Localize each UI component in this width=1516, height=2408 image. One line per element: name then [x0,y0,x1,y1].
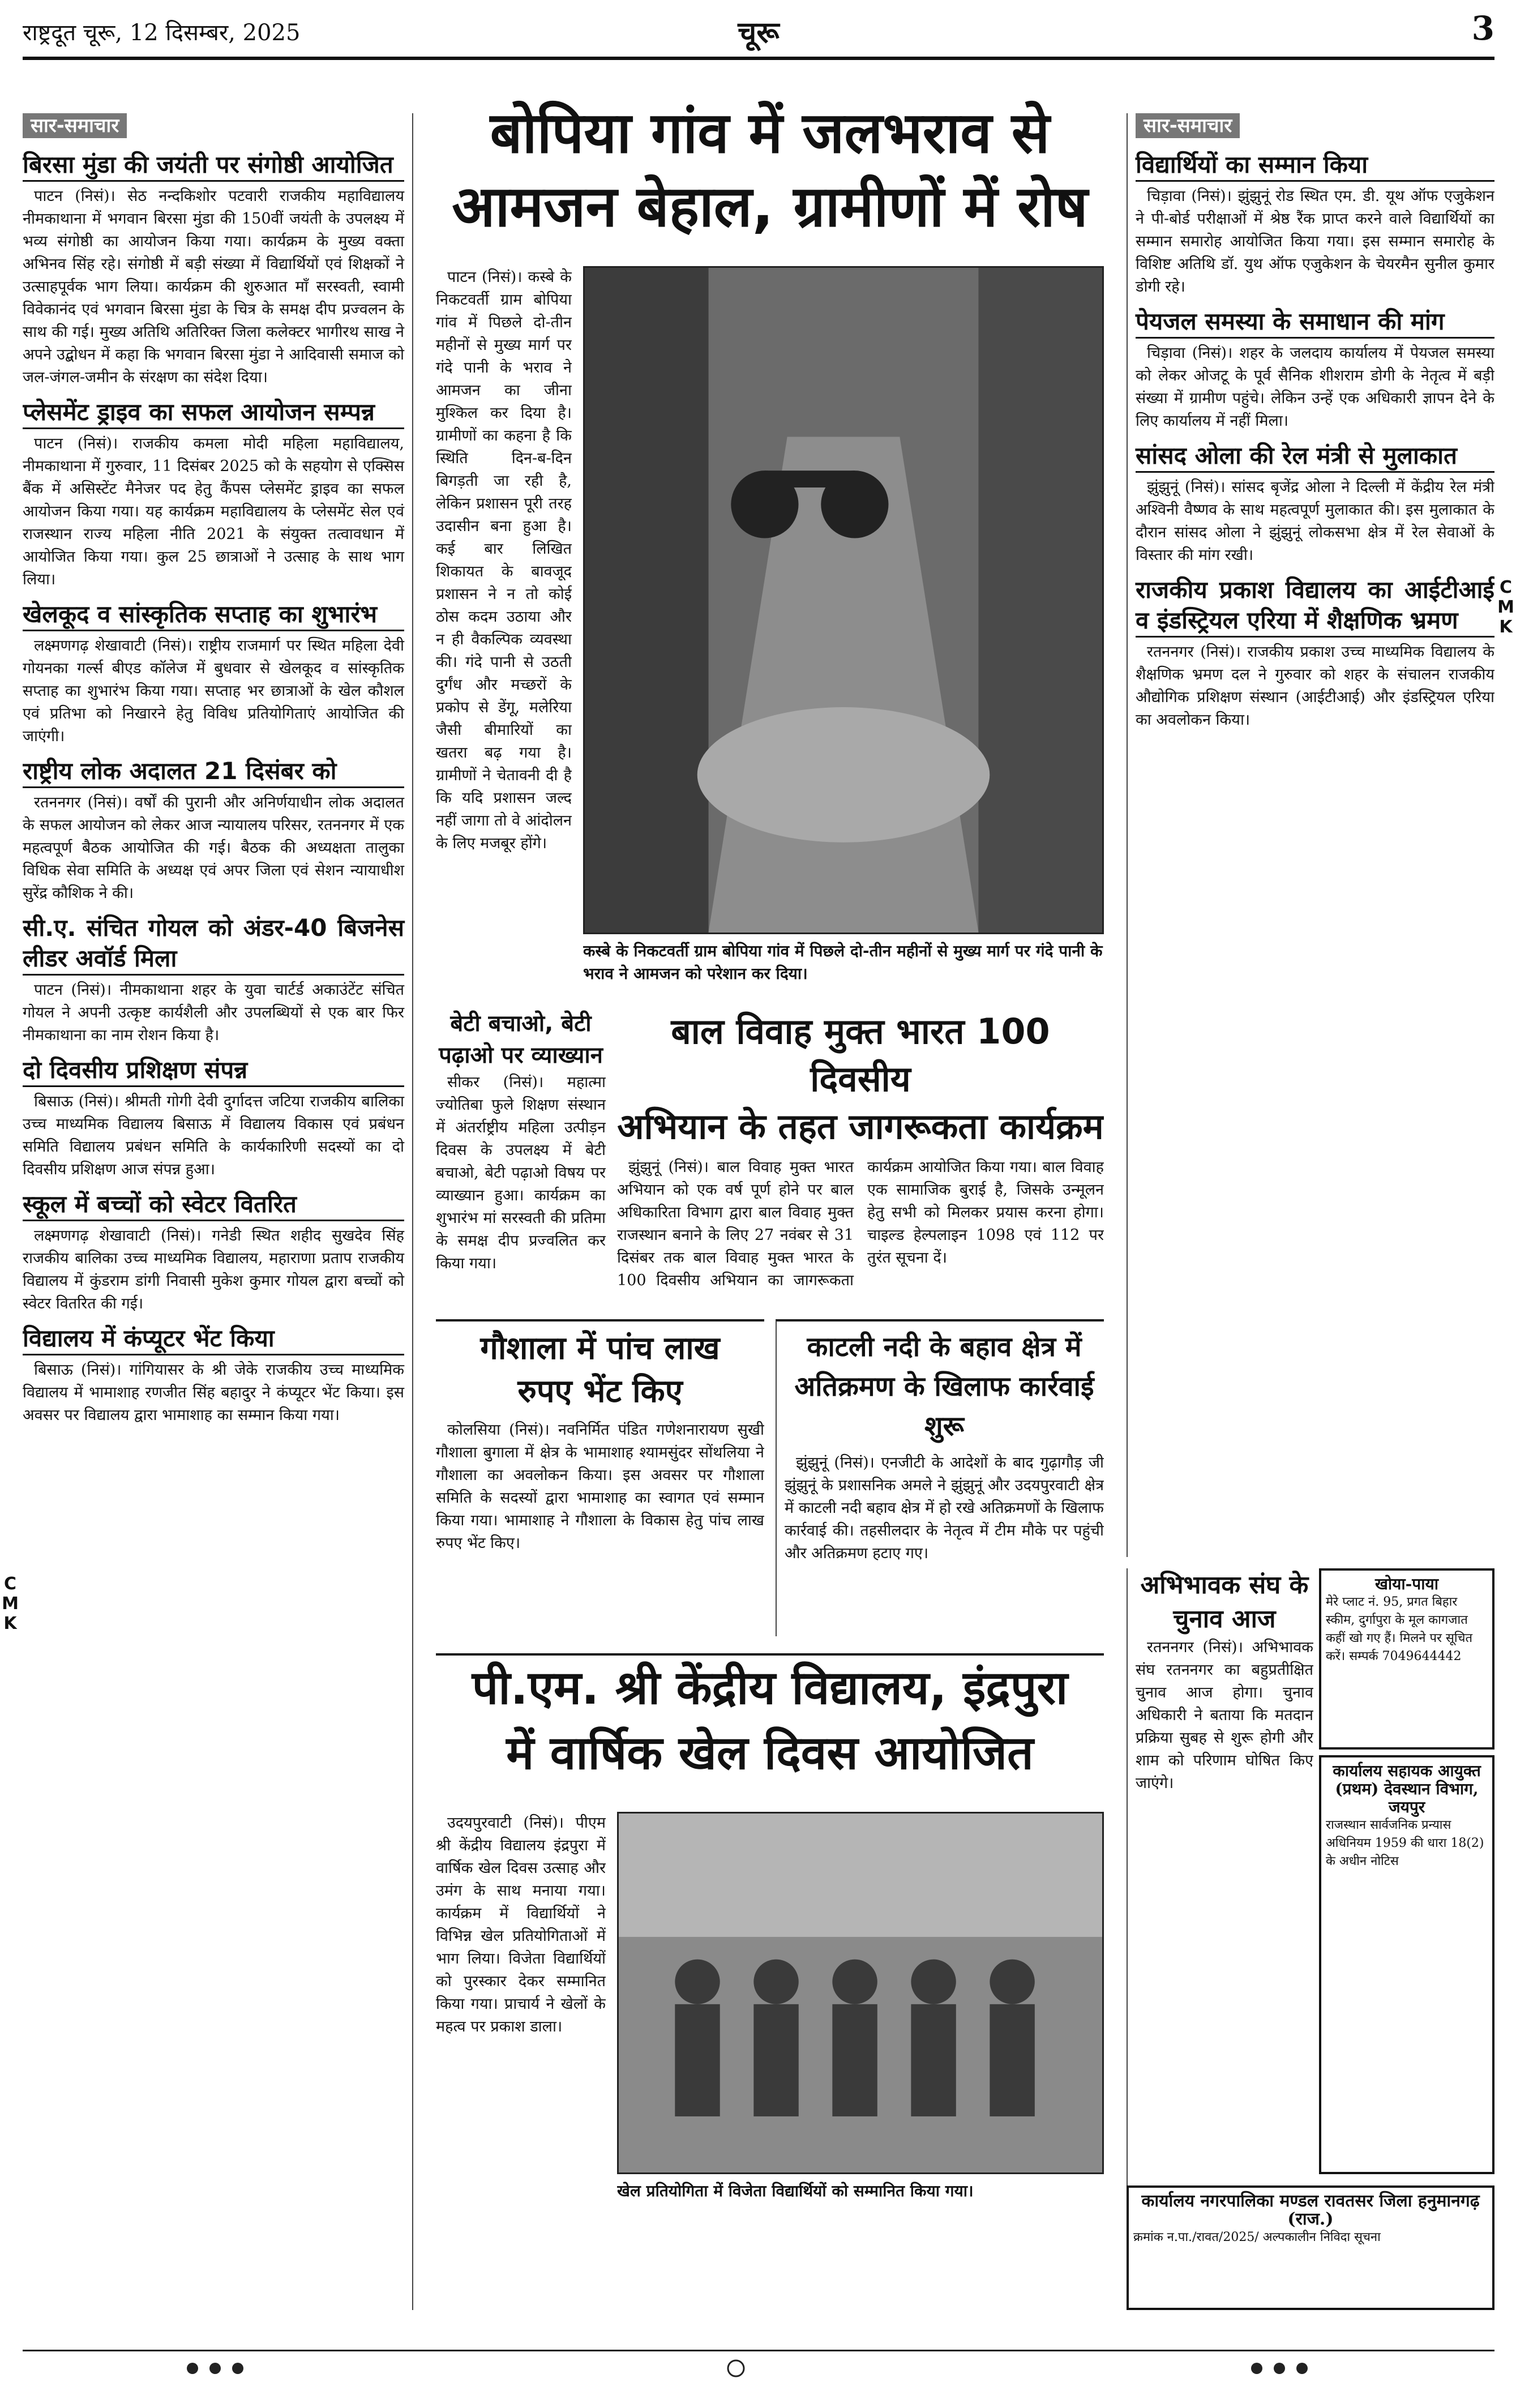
kv-body [436,1812,606,2310]
lead-headline-line2: आमजन बेहाल, ग्रामीणों में रोष [452,173,1088,239]
lost-found-body: मेरे प्लाट नं. 95, प्रगत बिहार स्कीम, दुर्गापुरा के मूल कागजात कहीं खो गए हैं। मिलने पर सूचित करें। सम्पर्क 7049644442 [1326,1595,1473,1663]
page-folio [23,6,1494,60]
story-title: पेयजल समस्या के समाधान की मांग [1136,306,1494,339]
kv-photo [617,1812,1104,2174]
right-news-column [1127,113,1494,1557]
story-title: सांसद ओला की रेल मंत्री से मुलाकात [1136,440,1494,473]
story-title: सी.ए. संचित गोयल को अंडर-40 बिजनेस लीडर अवॉर्ड मिला [23,913,404,976]
story-body: रतननगर (निसं)। राजकीय प्रकाश उच्च माध्यमिक विद्यालय के शैक्षणिक भ्रमण दल ने गुरुवार को शहर के संचालन राजकीय औद्योगिक प्रशिक्षण संस्थान (आईटीआई) और इंडस्ट्रियल एरिया का अवलोकन किया। [1136,643,1494,729]
story-title: दो दिवसीय प्रशिक्षण संपन्न [23,1055,404,1087]
beti-story [436,1008,606,1291]
lead-headline [436,96,1104,255]
beti-headline: बेटी बचाओ, बेटी पढ़ाओ पर व्याख्यान [439,1011,603,1068]
katli-headline-line1: काटली नदी के बहाव क्षेत्र में [807,1331,1082,1363]
story-body: झुंझुनूं (निसं)। सांसद बृजेंद्र ओला ने दिल्ली में केंद्रीय रेल मंत्री अश्विनी वैष्णव के साथ महत्वपूर्ण मुलाकात की। इस मुलाकात के दौरान सांसद ओला ने झुंझुनूं लोकसभा क्षेत्र में रेल सेवाओं के विस्तार की मांग रखी। [1136,478,1494,564]
baal-vivah-body-text: झुंझुनूं (निसं)। बाल विवाह मुक्त भारत अभियान को एक वर्ष पूर्ण होने पर बाल अधिकारिता विभाग द्वारा बाल विवाह मुक्त राजस्थान बनाने के लिए 27 नवंबर से 31 दिसंबर तक बाल विवाह मुक्त भारत के 100 दिवसीय अभियान का जागरूकता कार्यक्रम आयोजित किया गया। बाल विवाह एक सामाजिक बुराई है, जिसके उन्मूलन हेतु सभी को मिलकर प्रयास करना होगा। चाइल्ड हेल्पलाइन 1098 एवं 112 पर तुरंत सूचना दें। [617,1158,1104,1289]
page-number: 3 [1471,9,1494,48]
baal-vivah-story [617,1008,1104,1325]
story-body: चिड़ावा (निसं)। झुंझुनूं रोड स्थित एम. डी. यूथ ऑफ एजुकेशन ने पी-बोर्ड परीक्षाओं में श्रेष्ठ रैंक प्राप्त करने वाले विद्यार्थियों का सम्मान समारोह आयोजित किया गया। इस सम्मान समारोह के विशिष्ट अतिथि डॉ. युथ ऑफ एजुकेशन के चेयरमैन सुनील कुमार डोगी रहे। [1136,187,1494,296]
lost-found-ad [1319,1568,1494,1750]
story-body: रतननगर (निसं)। वर्षों की पुरानी और अनिर्णयाधीन लोक अदालत के सफल आयोजन को लेकर आज न्यायालय परिसर, रतननगर में एक महत्वपूर्ण बैठक आयोजित की गई। बैठक की अध्यक्षता तालुका विधिक सेवा समिति के अध्यक्ष एवं अपर जिला एवं सेशन न्यायाधीश सुरेंद्र कौशिक ने की। [23,794,404,902]
story-title: प्लेसमेंट ड्राइव का सफल आयोजन सम्पन्न [23,397,404,429]
story-body: पाटन (निसं)। सेठ नन्दकिशोर पटवारी राजकीय महाविद्यालय नीमकाथाना में भगवान बिरसा मुंडा की 150वीं जयंती के उपलक्ष्य में भव्य संगोष्ठी का आयोजन किया गया। कार्यक्रम के मुख्य वक्ता अभिनव सिंह रहे। संगोष्ठी में बड़ी संख्या में विद्यार्थियों एवं शिक्षकों ने उत्साहपूर्वक भाग लिया। कार्यक्रम की शुरुआत माँ सरस्वती, स्वामी विवेकानंद एवं भगवान बिरसा मुंडा के चित्र के समक्ष दीप प्रज्वलन के साथ की गई। मुख्य अतिथि अतिरिक्त जिला कलेक्टर भागीरथ साख ने अपने उद्बोधन में कहा कि भगवान बिरसा मुंडा ने आदिवासी समाज को जल-जंगल-जमीन के संरक्षण का संदेश दिया। [23,187,404,386]
mark-k: K [3,1614,17,1633]
section-tag: सार-समाचार [1136,113,1240,138]
lost-found-title: खोया-पाया [1375,1575,1438,1593]
kv-body-text: उदयपुरवाटी (निसं)। पीएम श्री केंद्रीय विद्यालय इंद्रपुरा में वार्षिक खेल दिवस उत्साह और उमंग के साथ मनाया गया। कार्यक्रम में विद्यार्थियों ने विभिन्न खेल प्रतियोगिताओं में भाग लिया। विजेता विद्यार्थियों को पुरस्कार देकर सम्मानित किया गया। प्राचार्य ने खेलों के महत्व पर प्रकाश डाला। [436,1814,606,2035]
baal-vivah-body [617,1156,1104,1292]
story-title: राजकीय प्रकाश विद्यालय का आईटीआई व इंडस्ट्रियल एरिया में शैक्षणिक भ्रमण [1136,575,1494,638]
mark-c: C [1499,578,1513,597]
gaushala-story [436,1319,764,1636]
lead-photo [583,266,1104,934]
kv-headline-line2: में वार्षिक खेल दिवस आयोजित [506,1726,1034,1780]
mark-k: K [1499,617,1513,637]
devasthan-title: कार्यालय सहायक आयुक्त (प्रथम) देवस्थान विभाग, जयपुर [1333,1761,1481,1816]
gaushala-headline-line1: गौशाला में पांच लाख [480,1330,720,1367]
katli-headline [785,1327,1104,1446]
municipal-title: कार्यालय नगरपालिका मण्डल रावतसर जिला हनुमानगढ़ (राज.) [1141,2191,1480,2229]
story-body: चिड़ावा (निसं)। शहर के जलदाय कार्यालय में पेयजल समस्या को लेकर ओजटू के पूर्व सैनिक शीशराम डोगी के नेतृत्व में बड़ी संख्या में ग्रामीण पहुंचे। लेकिन उन्हें एक अधिकारी ज्ञापन देने के लिए कार्यालय में नहीं मिला। [1136,344,1494,430]
story-body: बिसाऊ (निसं)। गांगियासर के श्री जेके राजकीय उच्च माध्यमिक विद्यालय में भामाशाह रणजीत सिंह बहादुर ने कंप्यूटर भेंट किया। इस अवसर पर विद्यालय द्वारा भामाशाह का सम्मान किया गया। [23,1361,404,1424]
union-headline: अभिभावक संघ के चुनाव आज [1140,1571,1309,1633]
municipal-body: क्रमांक न.पा./रावत/2025/ अल्पकालीन निविदा सूचना [1133,2230,1381,2244]
gaushala-headline-line2: रुपए भेंट किए [517,1373,683,1410]
register-dots-icon [23,2351,1494,2384]
baal-vivah-headline [617,1008,1104,1150]
bottom-register-strip [23,2350,1494,2384]
baal-vivah-headline-line2: अभियान के तहत जागरूकता कार्यक्रम [617,1106,1104,1147]
story-body: बिसाऊ (निसं)। श्रीमती गोगी देवी दुर्गादत्त जटिया राजकीय बालिका उच्च माध्यमिक विद्यालय बिसाऊ में विद्यालय विकास एवं प्रबंधन समिति विद्यालय प्रबंधन समिति के कार्यकारिणी सदस्यों का दो दिवसीय प्रशिक्षण आज संपन्न हुआ। [23,1093,404,1178]
mark-m: M [1497,597,1514,617]
story-title: बिरसा मुंडा की जयंती पर संगोष्ठी आयोजित [23,149,404,182]
beti-body: सीकर (निसं)। महात्मा ज्योतिबा फुले शिक्षण संस्थान में अंतर्राष्ट्रीय महिला उत्पीड़न दिवस के उपलक्ष्य में बेटी बचाओ, बेटी पढ़ाओ विषय पर व्याख्यान हुआ। कार्यक्रम का शुभारंभ मां सरस्वती की प्रतिमा के समक्ष दीप प्रज्वलित कर किया गया। [436,1073,606,1272]
lead-story-body [436,266,572,968]
waterlogged-street-image [585,268,1102,933]
story-body: पाटन (निसं)। राजकीय कमला मोदी महिला महाविद्यालय, नीमकाथाना में गुरुवार, 11 दिसंबर 2025 को के सहयोग से एक्सिस बैंक में असिस्टेंट मैनेजर पद हेतु कैंपस प्लेसमेंट ड्राइव का सफल आयोजन किया गया। यह कार्यक्रम महाविद्यालय के प्लेसमेंट सेल एवं राजस्थान राज्य महिला नीति 2021 के संयुक्त तत्वावधान में आयोजित किया गया। कुल 25 छात्राओं ने उत्साह के साथ भाग लिया। [23,435,404,588]
lead-body-text: पाटन (निसं)। कस्बे के निकटवर्ती ग्राम बोपिया गांव में पिछले दो-तीन महीनों से मुख्य मार्ग पर गंदे पानी के भराव ने आमजन का जीना मुश्किल कर दिया है। ग्रामीणों का कहना है कि स्थिति दिन-ब-दिन बिगड़ती जा रही है, लेकिन प्रशासन पूरी तरह उदासीन बना हुआ है। कई बार लिखित शिकायत के बावजूद प्रशासन ने न तो कोई ठोस कदम उठाया और न ही वैकल्पिक व्यवस्था की। गंदे पानी से उठती दुर्गंध और मच्छरों के प्रकोप से डेंगू, मलेरिया जैसी बीमारियों का खतरा बढ़ गया है। ग्रामीणों ने चेतावनी दी है कि यदि प्रशासन जल्द नहीं जागा तो वे आंदोलन के लिए मजबूर होंगे। [436,268,572,852]
devasthan-body: राजस्थान सार्वजनिक प्रन्यास अधिनियम 1959 की धारा 18(2) के अधीन नोटिस [1326,1818,1484,1868]
left-news-column [23,113,413,2310]
kv-headline-line1: पी.एम. श्री केंद्रीय विद्यालय, इंद्रपुरा [472,1661,1068,1715]
lead-headline-line1: बोपिया गांव में जलभराव से [490,100,1050,166]
story-body: लक्ष्मणगढ़ शेखावाटी (निसं)। राष्ट्रीय राजमार्ग पर स्थित महिला देवी गोयनका गर्ल्स बीएड कॉलेज में बुधवार से खेलकूद व सांस्कृतिक सप्ताह का शुभारंभ किया गया। सप्ताह भर छात्राओं के खेल कौशल एवं प्रतिभा को निखारने हेतु विविध प्रतियोगिताएं आयोजित की जाएंगी। [23,637,404,745]
story-title: स्कूल में बच्चों को स्वेटर वितरित [23,1189,404,1221]
kv-photo-caption: खेल प्रतियोगिता में विजेता विद्यार्थियों को सम्मानित किया गया। [617,2182,974,2200]
kv-headline [436,1653,1104,1795]
story-body: पाटन (निसं)। नीमकाथाना शहर के युवा चार्टर्ड अकाउंटेंट संचित गोयल ने अपनी उत्कृष्ट कार्यशैली और उपलब्धियों से एक बार फिर नीमकाथाना का नाम रोशन किया है। [23,981,404,1044]
gaushala-body-text: कोलसिया (निसं)। नवनिर्मित पंडित गणेशनारायण सुखी गौशाला बुगाला में क्षेत्र के भामाशाह श्यामसुंदर सोंथलिया ने गौशाला का अवलोकन किया। इस अवसर पर गौशाला समिति के सदस्यों द्वारा भामाशाह का स्वागत एवं सम्मान किया गया। भामाशाह ने गौशाला के विकास हेतु पांच लाख रुपए भेंट किए। [436,1421,764,1552]
union-body: रतननगर (निसं)। अभिभावक संघ रतननगर का बहुप्रतीक्षित चुनाव आज होगा। चुनाव अधिकारी ने बताया कि मतदान प्रक्रिया सुबह से शुरू होगी और शाम को परिणाम घोषित किए जाएंगे। [1136,1639,1313,1792]
section-tag: सार-समाचार [23,113,127,138]
gaushala-body [436,1419,764,1555]
students-group-image [619,1814,1102,2172]
story-title: राष्ट्रीय लोक अदालत 21 दिसंबर को [23,756,404,788]
katli-body [785,1452,1104,1565]
cmyk-marks-right [1497,578,1514,645]
lead-photo-caption: कस्बे के निकटवर्ती ग्राम बोपिया गांव में पिछले दो-तीन महीनों से मुख्य मार्ग पर गंदे पानी के भराव ने आमजन को परेशान कर दिया। [583,942,1103,983]
mark-m: M [2,1594,19,1614]
folio-city: चूरू [738,15,780,50]
katli-story [776,1319,1104,1636]
mark-c: C [3,1574,17,1594]
baal-vivah-headline-line1: बाल विवाह मुक्त भारत 100 दिवसीय [671,1011,1050,1100]
katli-body-text: झुंझुनूं (निसं)। एनजीटी के आदेशों के बाद गुढ़ागौड़ जी झुंझुनूं के प्रशासनिक अमले ने झुंझुनूं और उदयपुरवाटी क्षेत्र में काटली नदी बहाव क्षेत्र में हो रखे अतिक्रमणों के खिलाफ कार्रवाई की। तहसीलदार के नेतृत्व में टीम मौके पर पहुंची और अतिक्रमण हटाए गए। [785,1454,1104,1562]
municipal-tender-notice [1127,2185,1494,2310]
katli-headline-line2: अतिक्रमण के खिलाफ कार्रवाई शुरू [794,1371,1094,1442]
devasthan-notice [1319,1755,1494,2174]
cmyk-marks-left [0,1574,20,1642]
folio-date: राष्ट्रदूत चूरू, 12 दिसम्बर, 2025 [23,20,301,46]
story-title: खेलकूद व सांस्कृतिक सप्ताह का शुभारंभ [23,599,404,631]
story-title: विद्यालय में कंप्यूटर भेंट किया [23,1323,404,1355]
story-title: विद्यार्थियों का सम्मान किया [1136,149,1494,182]
story-body: लक्ष्मणगढ़ शेखावाटी (निसं)। गनेडी स्थित शहीद सुखदेव सिंह राजकीय बालिका उच्च माध्यमिक विद्यालय, महाराणा प्रताप राजकीय विद्यालय में कुंडराम डांगी निवासी मुकेश कुमार गोयल द्वारा बच्चों को स्वेटर वितरित की गई। [23,1227,404,1312]
gaushala-headline [436,1327,764,1413]
